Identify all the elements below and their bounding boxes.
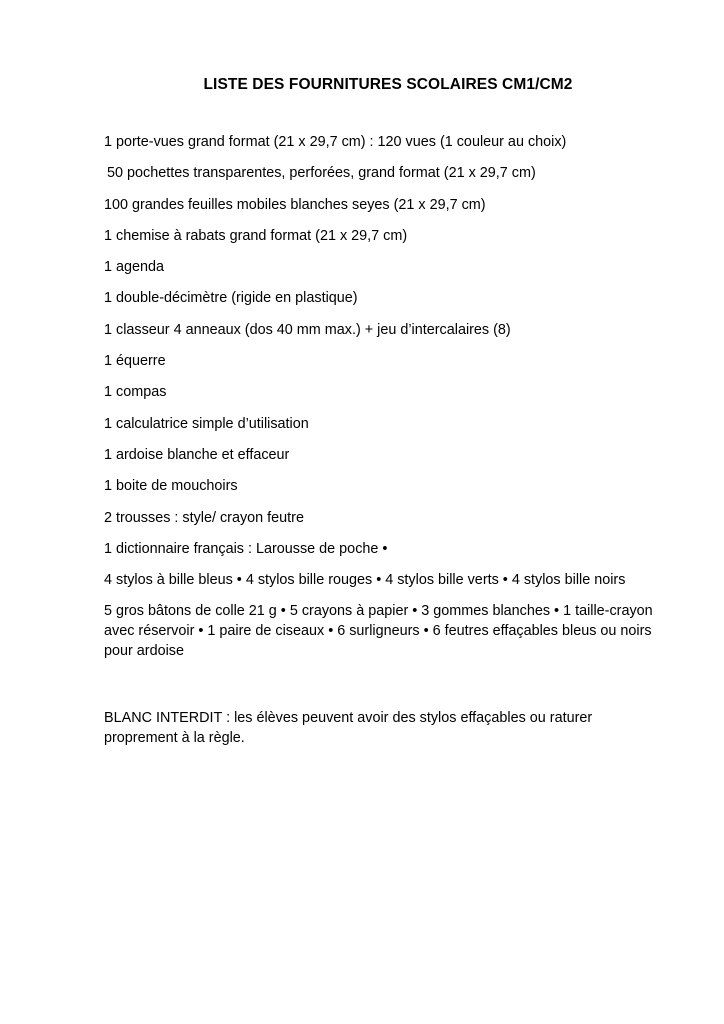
list-item: 1 dictionnaire français : Larousse de poche •	[104, 540, 388, 557]
list-item: 100 grandes feuilles mobiles blanches seyes (21 x 29,7 cm)	[104, 196, 486, 213]
list-item: 1 ardoise blanche et effaceur	[104, 446, 290, 463]
list-item: 1 compas	[104, 384, 167, 401]
supply-list	[104, 132, 684, 673]
list-item: 4 stylos à bille bleus • 4 stylos bille rouges • 4 stylos bille verts • 4 stylos bille noirs	[104, 572, 626, 589]
list-item: 5 gros bâtons de colle 21 g • 5 crayons à papier • 3 gommes blanches • 1 taille-crayon avec réservoir • 1 paire de ciseaux • 6 surligneurs • 6 feutres effaçables bleus ou noirs pour ardoise	[104, 603, 653, 660]
list-item: 1 boite de mouchoirs	[104, 478, 238, 495]
list-item: 1 classeur 4 anneaux (dos 40 mm max.) + jeu d’intercalaires (8)	[104, 321, 511, 338]
list-item: 1 équerre	[104, 353, 166, 370]
page-title: LISTE DES FOURNITURES SCOLAIRES CM1/CM2	[203, 76, 573, 93]
list-item: 1 calculatrice simple d’utilisation	[104, 415, 309, 432]
note-paragraph: BLANC INTERDIT : les élèves peuvent avoir des stylos effaçables ou raturer proprement à la règle.	[104, 710, 593, 746]
list-item: 50 pochettes transparentes, perforées, grand format (21 x 29,7 cm)	[107, 165, 536, 182]
list-item: 1 agenda	[104, 259, 165, 276]
list-item: 1 double-décimètre (rigide en plastique)	[104, 290, 358, 307]
list-item: 1 porte-vues grand format (21 x 29,7 cm) : 120 vues (1 couleur au choix)	[104, 134, 567, 150]
list-item: 2 trousses : style/ crayon feutre	[104, 509, 304, 526]
list-item: 1 chemise à rabats grand format (21 x 29,7 cm)	[104, 227, 408, 244]
